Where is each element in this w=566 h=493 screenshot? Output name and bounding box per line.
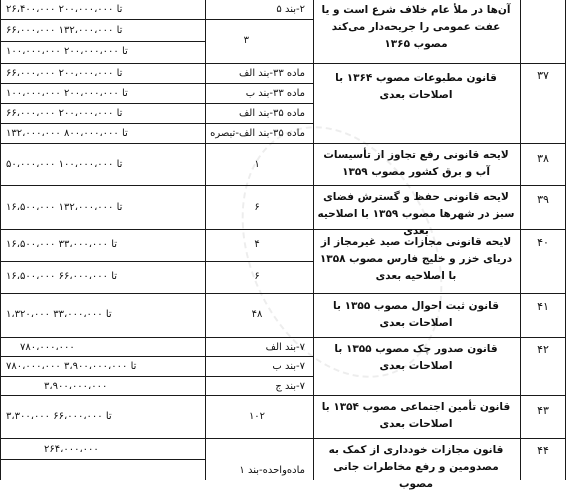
article-ref: ۶: [254, 271, 260, 282]
article-ref: ماده ۳۵-بند الف: [238, 108, 305, 119]
fine-range: ۷۸۰،۰۰۰،۰۰۰ تا ۳،۹۰۰،۰۰۰،۰۰۰: [6, 361, 137, 372]
row-separator: [0, 337, 566, 338]
law-title: قانون صدور چک مصوب ۱۳۵۵ با اصلاحات بعدی: [334, 343, 498, 372]
fine-range: ۲۶۴،۰۰۰،۰۰۰: [44, 444, 99, 455]
row-number: ۴۳: [537, 404, 549, 417]
law-title: لایحه قانونی مجازات صید غیرمجاز از دریای خزر و خلیج فارس مصوب ۱۳۵۸ با اصلاحیه بعدی: [319, 236, 513, 282]
article-ref: ماده ۳۵-بند الف-تبصره: [210, 128, 305, 139]
row-number: ۳۹: [537, 193, 549, 206]
col-divider-ref-law: [313, 0, 314, 480]
fine-range: ۲۶،۴۰۰،۰۰۰ تا ۲۰۰،۰۰۰،۰۰۰: [6, 4, 123, 15]
sub-row-separator: [0, 41, 205, 42]
law-title: قانون مطبوعات مصوب ۱۳۶۴ با اصلاحات بعدی: [335, 72, 497, 101]
row-number: ۴۲: [537, 343, 549, 356]
article-ref: ۲-بند ۵: [276, 4, 305, 15]
article-ref: ۷-بند الف: [265, 342, 305, 353]
law-title: قانون تأمین اجتماعی مصوب ۱۳۵۴ با اصلاحات بعدی: [321, 401, 511, 430]
fine-range: ۶۶،۰۰۰،۰۰۰ تا ۲۰۰،۰۰۰،۰۰۰: [6, 108, 123, 119]
article-ref: ۷-بند ج: [275, 381, 305, 392]
fine-range: ۶۶،۰۰۰،۰۰۰ تا ۲۰۰،۰۰۰،۰۰۰: [6, 68, 123, 79]
article-ref: ماده ۳۳-بند ب: [245, 88, 305, 99]
fine-range: ۱۶،۵۰۰،۰۰۰ تا ۱۳۲،۰۰۰،۰۰۰: [6, 202, 123, 213]
row-separator: [0, 293, 566, 294]
fine-range: ۷۸۰،۰۰۰،۰۰۰: [20, 342, 75, 353]
sub-row-separator: [0, 103, 313, 104]
row-separator: [0, 185, 566, 186]
law-title: لایحه قانونی حفظ و گسترش فضای سبز در شهرها مصوب ۱۳۵۹ با اصلاحیه بعدی: [317, 191, 515, 237]
row-separator: [0, 438, 566, 439]
fine-range: ۳،۹۰۰،۰۰۰،۰۰۰: [44, 381, 108, 392]
row-number: ۳۸: [537, 152, 549, 165]
fine-range: ۱۰۰،۰۰۰،۰۰۰ تا ۲۰۰،۰۰۰،۰۰۰: [6, 88, 128, 99]
fine-range: ۱۳۲،۰۰۰،۰۰۰ تا ۸۰۰،۰۰۰،۰۰۰: [6, 128, 128, 139]
sub-row-separator: [0, 459, 205, 460]
article-ref: ماده‌واحده-بند ۱: [239, 465, 305, 476]
row-number: ۴۱: [537, 300, 549, 313]
article-ref: ۳: [243, 35, 249, 46]
row-number: ۳۷: [537, 69, 549, 82]
sub-row-separator: [0, 356, 313, 357]
col-divider-fine-ref: [205, 0, 206, 480]
sub-row-separator: [0, 83, 313, 84]
row-separator: [0, 143, 566, 144]
article-ref: ۴: [254, 239, 260, 250]
law-title: قانون ثبت احوال مصوب ۱۳۵۵ با اصلاحات بعدی: [333, 300, 499, 329]
article-ref: ۱۰۲: [248, 411, 266, 422]
sub-row-separator: [0, 19, 205, 20]
col-divider-law-no: [520, 0, 521, 480]
fine-range: ۳،۳۰۰،۰۰۰ تا ۶۶،۰۰۰،۰۰۰: [6, 411, 112, 422]
fine-range: ۱،۳۲۰،۰۰۰ تا ۳۳،۰۰۰،۰۰۰: [6, 309, 112, 320]
sub-row-separator: [0, 261, 313, 262]
row-number: ۴۰: [537, 236, 549, 249]
sub-row-separator: [0, 376, 313, 377]
law-title: قانون مجازات خودداری از کمک به مصدومین و رفع مخاطرات جانی مصوب: [328, 444, 504, 490]
fine-range: ۱۰۰،۰۰۰،۰۰۰ تا ۲۰۰،۰۰۰،۰۰۰: [6, 46, 128, 57]
article-ref: ۶: [254, 202, 260, 213]
table-border-left: [0, 0, 1, 480]
row-separator: [0, 63, 566, 64]
row-number: ۴۴: [537, 444, 549, 457]
fine-range: ۱۶،۵۰۰،۰۰۰ تا ۶۶،۰۰۰،۰۰۰: [6, 271, 118, 282]
law-title: آن‌ها در ملأ عام خلاف شرع است و یا عفت عمومی را جریحه‌دار می‌کند مصوب ۱۳۶۵: [321, 4, 511, 50]
article-ref: ماده ۳۳-بند الف: [238, 68, 305, 79]
law-title: لایحه قانونی رفع تجاوز از تأسیسات آب و برق کشور مصوب ۱۳۵۹: [323, 149, 509, 178]
sub-row-separator: [205, 19, 313, 20]
fine-range: ۵۰،۰۰۰،۰۰۰ تا ۱۰۰،۰۰۰،۰۰۰: [6, 159, 123, 170]
fine-range: ۶۶،۰۰۰،۰۰۰ تا ۱۳۲،۰۰۰،۰۰۰: [6, 25, 123, 36]
fine-range: ۱۶،۵۰۰،۰۰۰ تا ۳۳،۰۰۰،۰۰۰: [6, 239, 118, 250]
row-separator: [0, 395, 566, 396]
sub-row-separator: [0, 123, 313, 124]
article-ref: ۴۸: [251, 309, 263, 320]
article-ref: ۷-بند ب: [272, 361, 305, 372]
article-ref: ۱: [254, 159, 260, 170]
